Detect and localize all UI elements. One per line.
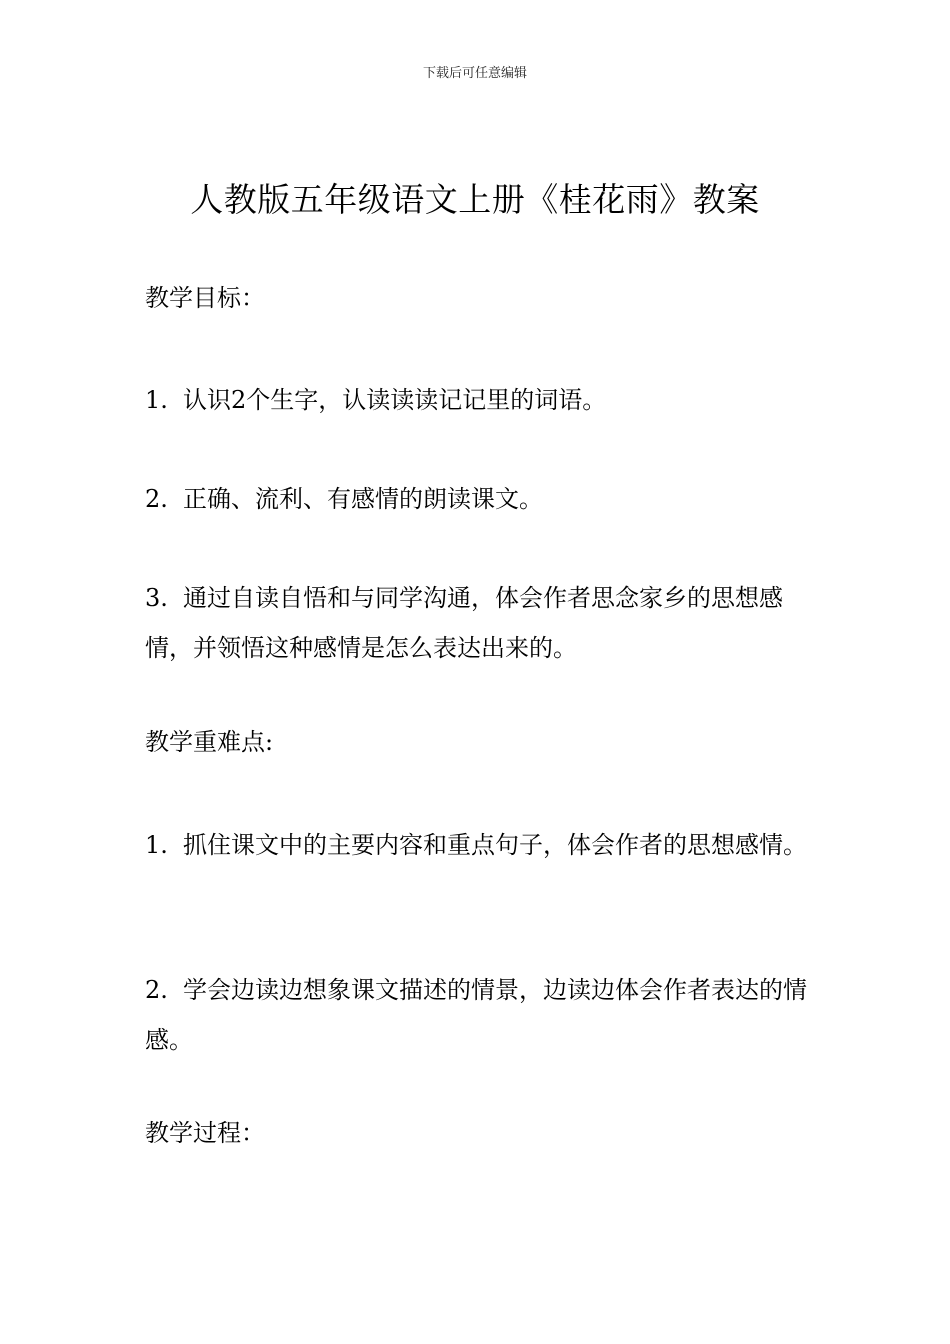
goal-item-3 <box>145 573 815 673</box>
document-title: 人教版五年级语文上册《桂花雨》教案 <box>190 180 760 219</box>
goal-item-1 <box>145 375 815 425</box>
keypoint-item-1 <box>145 820 815 870</box>
goal-number: 2. <box>145 485 168 513</box>
keypoint-number: 1. <box>145 831 168 859</box>
keypoint-text: 学会边读边想象课文描述的情景，边读边体会作者表达的情感。 <box>145 976 807 1054</box>
keypoints-heading: 教学重难点: <box>145 728 274 756</box>
keypoint-number: 2. <box>145 976 168 1004</box>
goals-heading: 教学目标： <box>145 284 265 312</box>
process-heading: 教学过程： <box>145 1119 265 1147</box>
goal-number: 3. <box>145 584 168 612</box>
goal-text: 通过自读自悟和与同学沟通，体会作者思念家乡的思想感情，并领悟这种感情是怎么表达出来的。 <box>145 584 783 662</box>
keypoint-item-2 <box>145 965 815 1065</box>
header-note: 下载后可任意编辑 <box>422 66 527 81</box>
goal-text: 正确、流利、有感情的朗读课文。 <box>183 485 543 513</box>
goal-number: 1. <box>145 386 168 414</box>
goal-text: 认识2个生字，认读读读记记里的词语。 <box>183 386 607 414</box>
keypoint-text: 抓住课文中的主要内容和重点句子，体会作者的思想感情。 <box>183 831 807 859</box>
goal-item-2 <box>145 474 815 524</box>
